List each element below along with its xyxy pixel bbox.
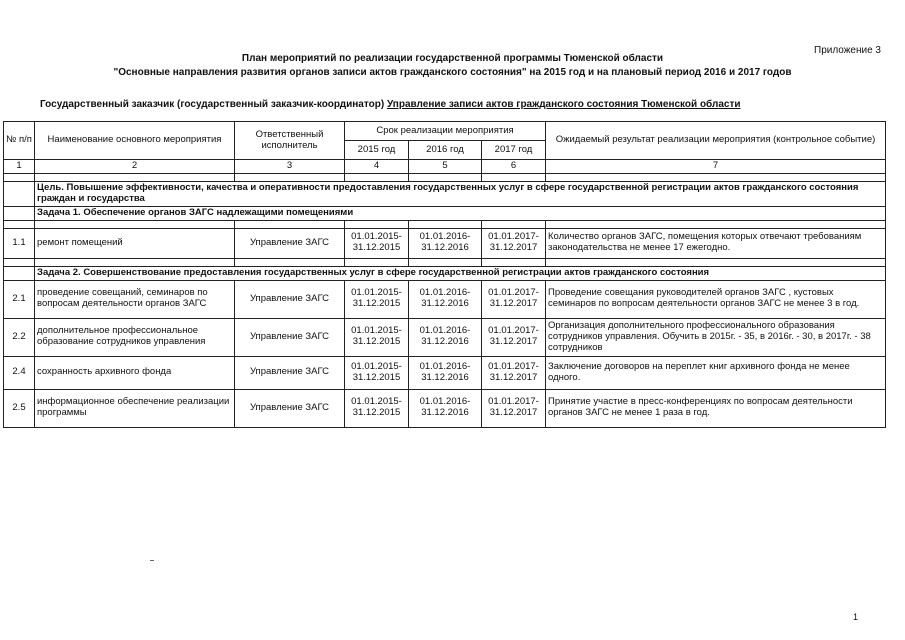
state-customer-value: Управление записи актов гражданского состояния Тюменской области xyxy=(386,99,741,110)
col-number-1: 1 xyxy=(4,160,35,174)
row-date-2017: 01.01.2017-31.12.2017 xyxy=(482,280,546,318)
table-row xyxy=(4,280,886,318)
row-date-2015: 01.01.2015-31.12.2015 xyxy=(345,228,409,258)
row-date-2016: 01.01.2016-31.12.2016 xyxy=(409,280,482,318)
row-name: дополнительное профессиональное образование сотрудников управления xyxy=(35,318,235,356)
row-num: 2.1 xyxy=(4,280,35,318)
col-number-3: 3 xyxy=(235,160,345,174)
row-num: 2.5 xyxy=(4,389,35,427)
col-number-4: 4 xyxy=(345,160,409,174)
header-period: Срок реализации мероприятия xyxy=(345,122,546,141)
table-row xyxy=(4,228,886,258)
state-customer-label: Государственный заказчик (государственный заказчик-координатор) xyxy=(40,99,385,110)
activities-table xyxy=(3,121,886,428)
row-name: ремонт помещений xyxy=(35,228,235,258)
col-number-5: 5 xyxy=(409,160,482,174)
row-date-2016: 01.01.2016-31.12.2016 xyxy=(409,318,482,356)
row-num: 2.2 xyxy=(4,318,35,356)
header-executor: Ответственный исполнитель xyxy=(235,122,345,160)
table-row xyxy=(4,318,886,356)
scan-speck xyxy=(150,560,154,561)
table-row xyxy=(4,389,886,427)
row-date-2016: 01.01.2016-31.12.2016 xyxy=(409,228,482,258)
header-year-2016: 2016 год xyxy=(409,141,482,160)
row-num: 2.4 xyxy=(4,356,35,389)
row-executor: Управление ЗАГС xyxy=(235,280,345,318)
task1-row: Задача 1. Обеспечение органов ЗАГС надлежащими помещениями xyxy=(35,206,886,220)
row-date-2015: 01.01.2015-31.12.2015 xyxy=(345,389,409,427)
state-customer xyxy=(40,99,741,110)
goal-row: Цель. Повышение эффективности, качества и оперативности предоставления государственных услуг в сфере государственной регистрации актов гражданского состояния граждан и государства xyxy=(35,181,886,206)
col-number-6: 6 xyxy=(482,160,546,174)
col-number-7: 7 xyxy=(546,160,886,174)
row-date-2016: 01.01.2016-31.12.2016 xyxy=(409,356,482,389)
row-result: Количество органов ЗАГС, помещения которых отвечают требованиям законодательства не менее 17 ежегодно. xyxy=(546,228,886,258)
document-title-line2: "Основные направления развития органов записи актов гражданского состояния" на 2015 год и на плановый период 2016 и 2017 годов xyxy=(113,67,792,78)
row-date-2015: 01.01.2015-31.12.2015 xyxy=(345,280,409,318)
task2-row: Задача 2. Совершенствование предоставления государственных услуг в сфере государственной регистрации актов гражданского состояния xyxy=(35,266,886,280)
row-executor: Управление ЗАГС xyxy=(235,228,345,258)
row-date-2017: 01.01.2017-31.12.2017 xyxy=(482,318,546,356)
header-num: № п/п xyxy=(4,122,35,160)
header-name: Наименование основного мероприятия xyxy=(35,122,235,160)
row-date-2015: 01.01.2015-31.12.2015 xyxy=(345,356,409,389)
row-executor: Управление ЗАГС xyxy=(235,356,345,389)
row-date-2017: 01.01.2017-31.12.2017 xyxy=(482,389,546,427)
row-executor: Управление ЗАГС xyxy=(235,318,345,356)
row-name: сохранность архивного фонда xyxy=(35,356,235,389)
row-date-2015: 01.01.2015-31.12.2015 xyxy=(345,318,409,356)
row-date-2017: 01.01.2017-31.12.2017 xyxy=(482,356,546,389)
row-num: 1.1 xyxy=(4,228,35,258)
col-number-2: 2 xyxy=(35,160,235,174)
row-date-2017: 01.01.2017-31.12.2017 xyxy=(482,228,546,258)
appendix-label: Приложение 3 xyxy=(814,45,881,56)
document-title-line1: План мероприятий по реализации государственной программы Тюменской области xyxy=(241,53,664,64)
row-result: Организация дополнительного профессионального образования сотрудников управления. Обучить в 2015г. - 35, в 2016г. - 30, в 2017г. - 38 сотрудников xyxy=(546,318,886,356)
row-date-2016: 01.01.2016-31.12.2016 xyxy=(409,389,482,427)
row-name: информационное обеспечение реализации программы xyxy=(35,389,235,427)
row-result: Заключение договоров на переплет книг архивного фонда не менее одного. xyxy=(546,356,886,389)
header-year-2015: 2015 год xyxy=(345,141,409,160)
row-name: проведение совещаний, семинаров по вопросам деятельности органов ЗАГС xyxy=(35,280,235,318)
header-result: Ожидаемый результат реализации мероприятия (контрольное событие) xyxy=(546,122,886,160)
row-result: Принятие участие в пресс-конференциях по вопросам деятельности органов ЗАГС не менее 1 раза в год. xyxy=(546,389,886,427)
table-row xyxy=(4,356,886,389)
row-executor: Управление ЗАГС xyxy=(235,389,345,427)
row-result: Проведение совещания руководителей органов ЗАГС , кустовых семинаров по вопросам деятельности органов ЗАГС не менее 3 в год. xyxy=(546,280,886,318)
header-year-2017: 2017 год xyxy=(482,141,546,160)
page-number: 1 xyxy=(852,612,858,622)
